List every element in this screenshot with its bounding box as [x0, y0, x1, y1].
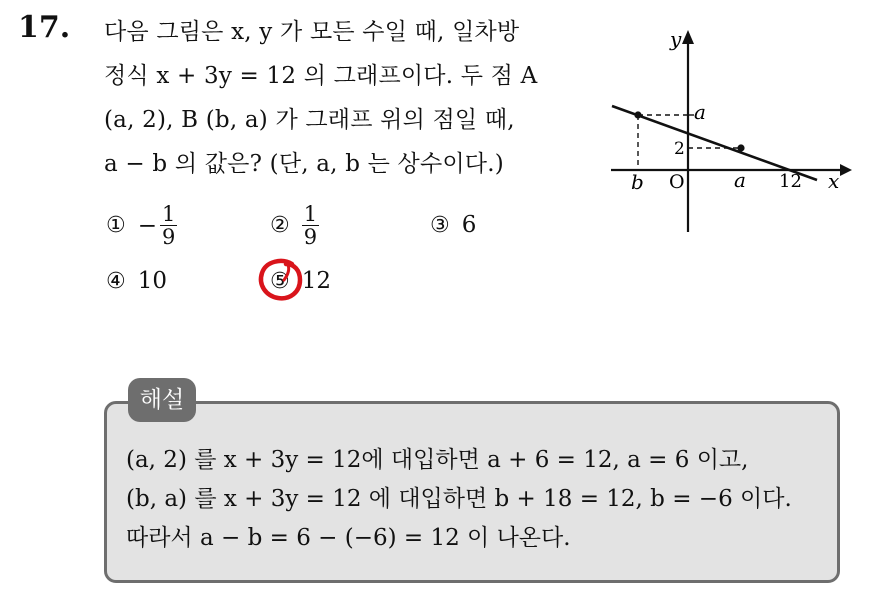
question-line-2: 정식 x + 3y = 12 의 그래프이다. 두 점 A	[104, 63, 538, 89]
linear-equation-graph	[596, 22, 866, 238]
y-axis-arrow	[682, 30, 694, 44]
b-label: b	[631, 170, 644, 194]
a-y-label: a	[694, 100, 706, 124]
choice-4[interactable]	[106, 268, 167, 294]
origin-label: O	[669, 171, 685, 193]
solution-line-3: 따라서 a − b = 6 − (−6) = 12 이 나온다.	[126, 525, 571, 551]
two-label: 2	[674, 139, 685, 159]
choice-1-marker: ①	[106, 212, 126, 238]
choice-1-numerator: 1	[162, 202, 176, 226]
choice-5-value: 12	[301, 268, 332, 294]
solution-tag: 해설	[128, 378, 196, 422]
solution-line-1: (a, 2) 를 x + 3y = 12에 대입하면 a + 6 = 12, a = 6 이고,	[126, 447, 749, 473]
question-line-4: a − b 의 값은? (단, a, b 는 상수이다.)	[104, 151, 504, 177]
twelve-label: 12	[779, 171, 802, 192]
question-line-3: (a, 2), B (b, a) 가 그래프 위의 점일 때,	[104, 107, 515, 133]
point-b	[634, 111, 641, 118]
choice-1[interactable]	[106, 203, 177, 248]
choice-3-marker: ③	[430, 213, 450, 238]
choice-1-sign: −	[137, 212, 158, 239]
choice-2-marker: ②	[270, 212, 290, 238]
choice-2-numerator: 1	[303, 202, 318, 226]
choice-4-value: 10	[137, 268, 168, 294]
choice-4-marker: ④	[106, 269, 126, 294]
answer-mark-circle	[256, 256, 312, 306]
choice-1-fraction	[160, 203, 177, 248]
choice-2[interactable]	[270, 203, 319, 248]
x-axis-arrow	[840, 164, 852, 176]
solution-line-2: (b, a) 를 x + 3y = 12 에 대입하면 b + 18 = 12, b = −6 이다.	[126, 486, 792, 512]
y-axis-label: y	[670, 27, 682, 51]
a-x-label: a	[734, 168, 746, 192]
x-axis-label: x	[828, 169, 840, 193]
question-number: 17.	[18, 10, 71, 45]
choice-5-marker: ⑤	[270, 269, 290, 294]
choice-2-denominator: 9	[303, 225, 318, 249]
choice-3[interactable]	[430, 212, 476, 238]
choice-2-fraction	[302, 203, 319, 248]
choice-1-denominator: 9	[162, 225, 176, 249]
question-line-1: 다음 그림은 x, y 가 모든 수일 때, 일차방	[104, 19, 520, 45]
point-a	[737, 144, 744, 151]
choice-3-value: 6	[461, 212, 477, 238]
